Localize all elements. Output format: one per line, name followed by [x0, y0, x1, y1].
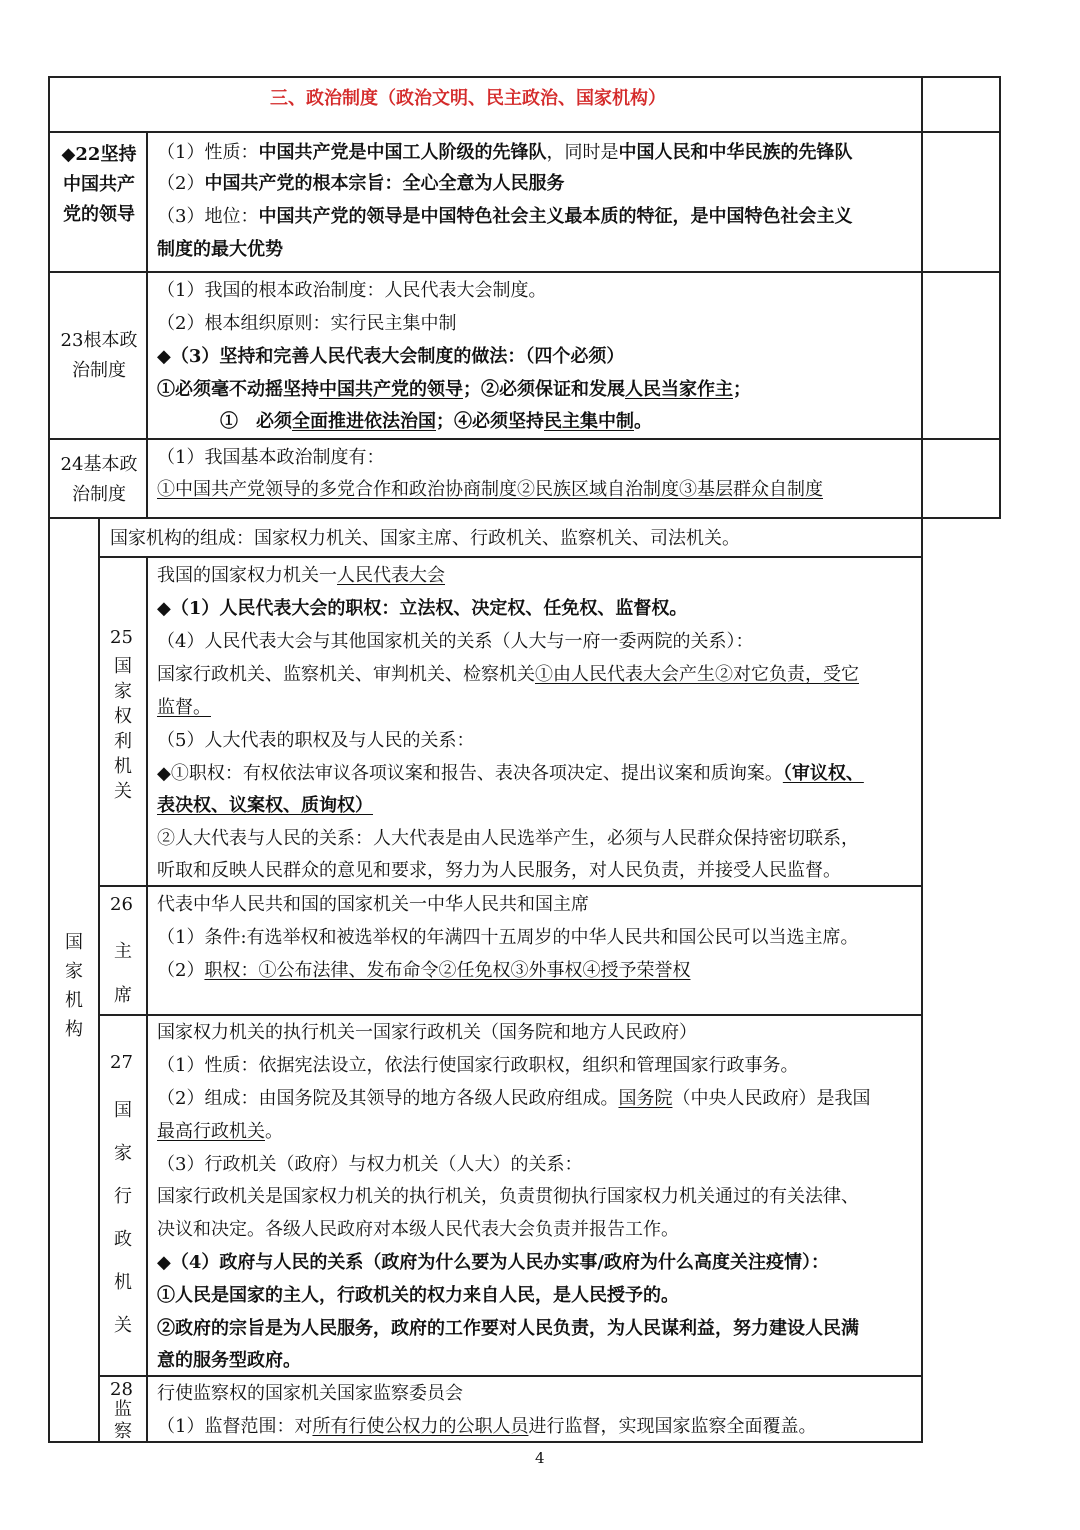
sec25-num: 25 [110, 627, 133, 648]
sec27-line2: （1）性质：依据宪法设立，依法行使国家行政职权，组织和管理国家行政事务。 [157, 1055, 799, 1076]
sec22-line3: （3）地位：中国共产党的领导是中国特色社会主义最本质的特征，是中国特色社会主义 [157, 206, 853, 227]
sec27-line6: 国家行政机关是国家权力机关的执行机关，负责贯彻执行国家权力机关通过的有关法律、 [157, 1186, 859, 1207]
sec24-label: 24基本政治制度 [60, 454, 138, 505]
sec27-line11: 意的服务型政府。 [157, 1350, 301, 1371]
sec27-num: 27 [110, 1052, 133, 1073]
sec23-line5: ① 必须全面推进依法治国；④必须坚持民主集中制。 [220, 411, 652, 432]
sec22-line1: （1）性质：中国共产党是中国工人阶级的先锋队，同时是中国人民和中华民族的先锋队 [157, 142, 853, 163]
sec23-label: 23根本政治制度 [60, 330, 138, 381]
column-divider [98, 517, 100, 1443]
sec25-line3: （4）人民代表大会与其他国家机关的关系（人大与一府一委两院的关系）： [157, 631, 754, 652]
sec25-line9: ②人大代表与人民的关系：人大代表是由人民选举产生，必须与人民群众保持密切联系， [157, 828, 859, 849]
sec26-line1: 代表中华人民共和国的国家机关一中华人民共和国主席 [157, 894, 589, 915]
row-divider [98, 556, 923, 558]
sec22-line4: 制度的最大优势 [157, 239, 283, 260]
sec27-line3: （2）组成：由国务院及其领导的地方各级人民政府组成。国务院（中央人民政府）是我国 [157, 1088, 871, 1109]
sec25-line4: 国家行政机关、监察机关、审判机关、检察机关①由人民代表大会产生②对它负责，受它 [157, 664, 859, 685]
row-divider [48, 517, 1001, 519]
page-title: 三、政治制度（政治文明、民主政治、国家机构） [270, 88, 666, 109]
column-divider [921, 76, 923, 1443]
row-divider [48, 131, 1001, 133]
sec23-line3: ◆（3）坚持和完善人民代表大会制度的做法：（四个必须） [157, 346, 625, 367]
sec23-line1: （1）我国的根本政治制度：人民代表大会制度。 [157, 280, 547, 301]
sec23-line4: ①必须毫不动摇坚持中国共产党的领导；②必须保证和发展人民当家作主； [157, 379, 751, 400]
table-right-border [999, 76, 1001, 519]
sec26-num: 26 [110, 894, 133, 915]
row-divider [48, 271, 1001, 273]
sec23-line2: （2）根本组织原则：实行民主集中制 [157, 313, 457, 334]
sec22-line2: （2）中国共产党的根本宗旨：全心全意为人民服务 [157, 173, 565, 194]
sec25-line5: 监督。 [157, 697, 211, 718]
sec26-label: 主席 [114, 941, 132, 1006]
sec27-line8: ◆（4）政府与人民的关系（政府为什么要为人民办实事/政府为什么高度关注疫情）： [157, 1252, 829, 1273]
sec28-line1: 行使监察权的国家机关国家监察委员会 [157, 1383, 463, 1404]
table-top-border [48, 76, 1001, 78]
sec25-line7: ◆①职权：有权依法审议各项议案和报告、表决各项决定、提出议案和质询案。（审议权、 [157, 763, 864, 784]
sec28-label: 监察 [114, 1399, 132, 1442]
column-divider [146, 556, 148, 1443]
sec27-line10: ②政府的宗旨是为人民服务，政府的工作要对人民负责，为人民谋利益，努力建设人民满 [157, 1318, 859, 1339]
sec25-line6: （5）人大代表的职权及与人民的关系： [157, 730, 475, 751]
sec25-label: 国家权利机关 [114, 656, 132, 802]
sec25-line1: 我国的国家权力机关一人民代表大会 [157, 565, 445, 586]
row-divider [98, 885, 923, 887]
sec28-num: 28 [110, 1379, 133, 1400]
sec27-line5: （3）行政机关（政府）与权力机关（人大）的关系： [157, 1154, 583, 1175]
sec26-line3: （2）职权：①公布法律、发布命令②任免权③外事权④授予荣誉权 [157, 960, 691, 981]
sec26-line2: （1）条件:有选举权和被选举权的年满四十五周岁的中华人民共和国公民可以当选主席。 [157, 927, 859, 948]
sec27-line9: ①人民是国家的主人，行政机关的权力来自人民，是人民授予的。 [157, 1285, 679, 1306]
sec22-label: ◆22坚持中国共产党的领导 [61, 144, 137, 225]
sec25-line8: 表决权、议案权、质询权） [157, 795, 373, 816]
jigou-header: 国家机构的组成：国家权力机关、国家主席、行政机关、监察机关、司法机关。 [110, 528, 740, 549]
sec24-line1: （1）我国基本政治制度有： [157, 447, 385, 468]
column-divider [146, 131, 148, 519]
sec27-line7: 决议和决定。各级人民政府对本级人民代表大会负责并报告工作。 [157, 1219, 679, 1240]
sec27-label: 国家行政机关 [114, 1100, 132, 1336]
table-left-border [48, 76, 50, 1443]
sec24-line2: ①中国共产党领导的多党合作和政治协商制度②民族区域自治制度③基层群众自制度 [157, 479, 823, 500]
jigou-label: 国家机构 [65, 932, 83, 1040]
sec27-line1: 国家权力机关的执行机关一国家行政机关（国务院和地方人民政府） [157, 1022, 697, 1043]
row-divider [98, 1014, 923, 1016]
row-divider [48, 438, 1001, 440]
sec25-line10: 听取和反映人民群众的意见和要求，努力为人民服务，对人民负责，并接受人民监督。 [157, 860, 841, 881]
sec25-line2: ◆（1）人民代表大会的职权：立法权、决定权、任免权、监督权。 [157, 598, 688, 619]
row-divider [98, 1375, 923, 1377]
sec28-line2: （1）监督范围：对所有行使公权力的公职人员进行监督，实现国家监察全面覆盖。 [157, 1416, 817, 1437]
page-number: 4 [535, 1449, 545, 1467]
sec27-line4: 最高行政机关。 [157, 1121, 283, 1142]
table-bottom-border [48, 1441, 923, 1443]
